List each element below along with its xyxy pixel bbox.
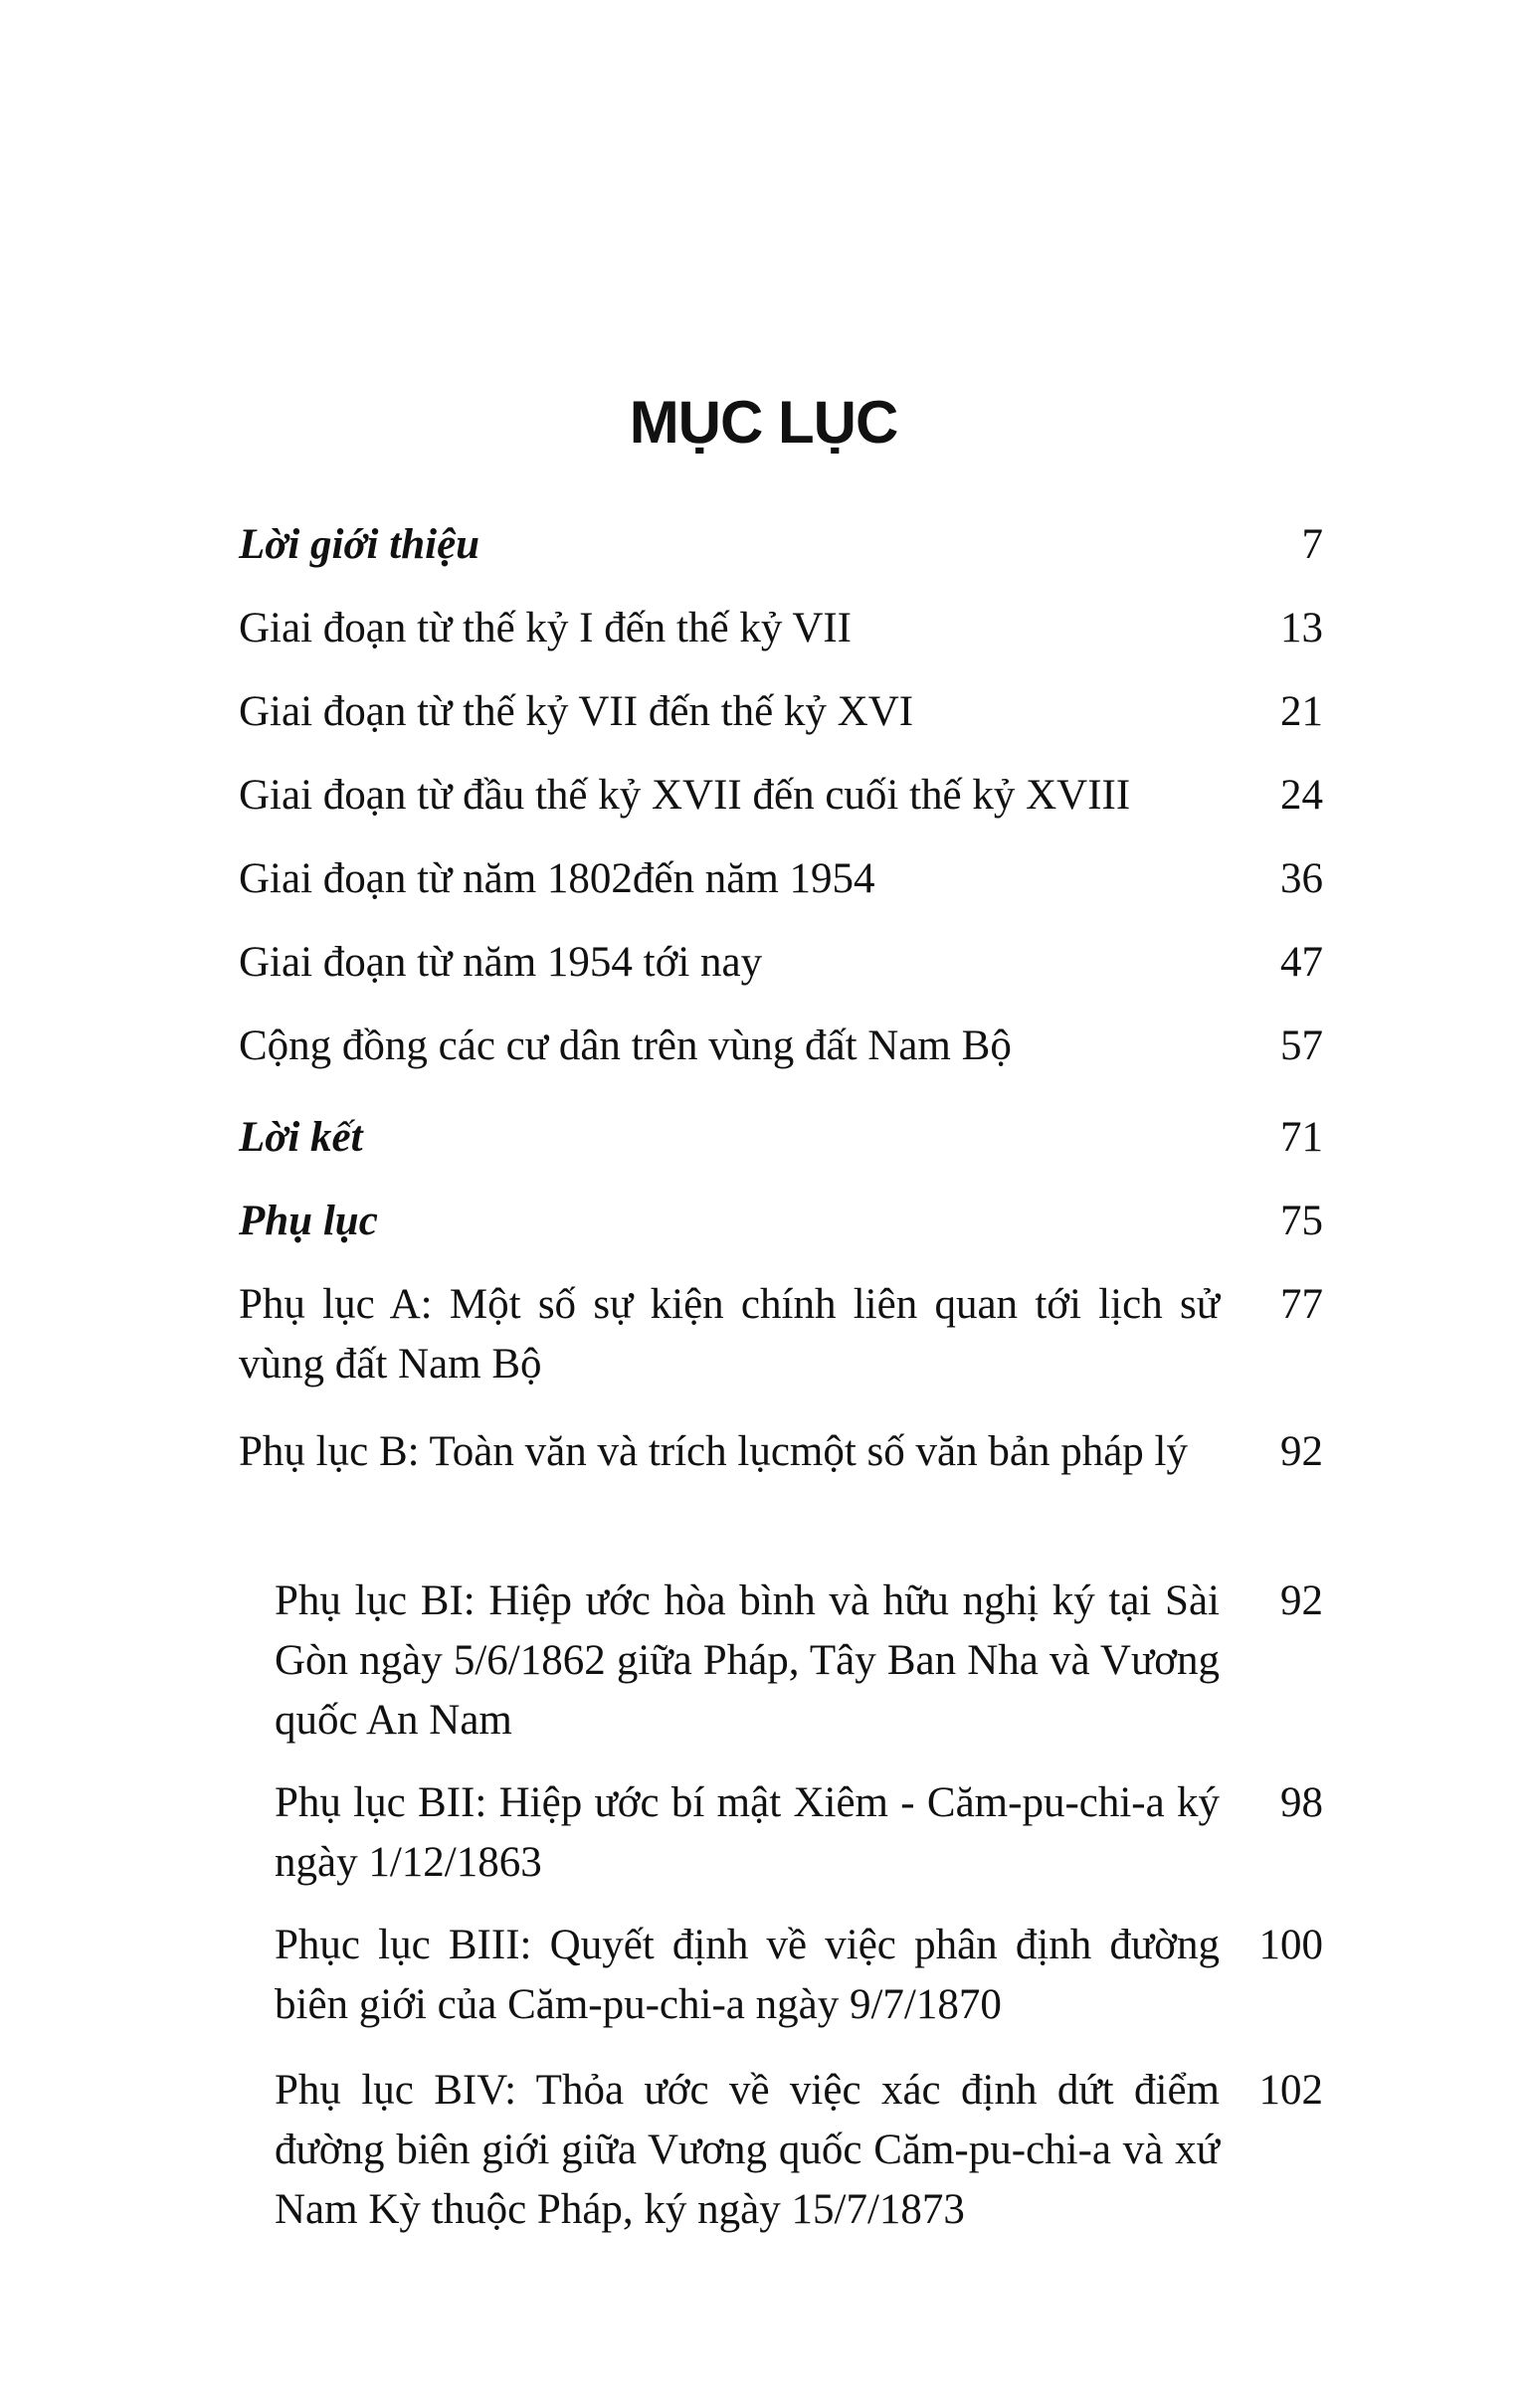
toc-entry-title: Lời giới thiệu bbox=[239, 521, 480, 568]
toc-entry-page: 92 bbox=[1280, 1577, 1323, 1624]
toc-entry-chapter-3 bbox=[239, 766, 1323, 826]
toc-entry-appendix-biii bbox=[275, 1916, 1323, 2035]
toc-entry-appendix-bi bbox=[275, 1572, 1323, 1751]
toc-entry-page: 13 bbox=[1280, 605, 1323, 651]
toc-entry-loi-gioi-thieu bbox=[239, 515, 1323, 575]
toc-entry-page: 75 bbox=[1280, 1198, 1323, 1244]
toc-entry-chapter-4 bbox=[239, 849, 1323, 909]
toc-entry-title: Phụ lục BII: Hiệp ước bí mật Xiêm - Căm-pu-chi-a ký ngày 1/12/1863 bbox=[275, 1779, 1220, 1886]
toc-entry-phu-luc bbox=[239, 1192, 1323, 1251]
toc-entry-page: 71 bbox=[1280, 1114, 1323, 1161]
toc-entry-chapter-5 bbox=[239, 933, 1323, 993]
toc-entry-page: 36 bbox=[1280, 855, 1323, 902]
toc-entry-title: Giai đoạn từ đầu thế kỷ XVII đến cuối thế kỷ XVIII bbox=[239, 772, 1131, 819]
toc-entry-title: Giai đoạn từ năm 1954 tới nay bbox=[239, 939, 763, 986]
toc-entry-page: 100 bbox=[1258, 1922, 1323, 1968]
toc-entry-appendix-a bbox=[239, 1275, 1323, 1394]
toc-entry-title: Phụ lục BIV: Thỏa ước về việc xác định dứt điểm đường biên giới giữa Vương quốc Căm-pu-chi-a và xứ Nam Kỳ thuộc Pháp, ký ngày 15/7/1873 bbox=[275, 2067, 1220, 2233]
toc-entry-appendix-biv bbox=[275, 2061, 1323, 2240]
toc-entry-page: 102 bbox=[1258, 2067, 1323, 2114]
toc-entry-page: 92 bbox=[1280, 1428, 1323, 1475]
toc-entry-page: 77 bbox=[1280, 1281, 1323, 1328]
toc-entry-title: Phụ lục B: Toàn văn và trích lụcmột số văn bản pháp lý bbox=[239, 1428, 1188, 1475]
toc-entry-page: 24 bbox=[1280, 772, 1323, 819]
toc-entry-chapter-2 bbox=[239, 682, 1323, 742]
toc-entry-title: Cộng đồng các cư dân trên vùng đất Nam Bộ bbox=[239, 1022, 1012, 1069]
toc-entry-page: 7 bbox=[1301, 521, 1323, 568]
toc-entry-page: 98 bbox=[1280, 1779, 1323, 1826]
toc-entry-loi-ket bbox=[239, 1108, 1323, 1168]
toc-entry-title: Giai đoạn từ thế kỷ I đến thế kỷ VII bbox=[239, 605, 853, 651]
toc-entry-page: 57 bbox=[1280, 1022, 1323, 1069]
toc-entry-chapter-1 bbox=[239, 599, 1323, 658]
toc-entry-appendix-bii bbox=[275, 1773, 1323, 1893]
toc-entry-page: 47 bbox=[1280, 939, 1323, 986]
toc-entry-title: Phụ lục BI: Hiệp ước hòa bình và hữu nghị ký tại Sài Gòn ngày 5/6/1862 giữa Pháp, Tây Ban Nha và Vương quốc An Nam bbox=[275, 1577, 1220, 1744]
toc-entry-title: Phụ lục bbox=[239, 1198, 378, 1244]
toc-entry-title: Giai đoạn từ năm 1802đến năm 1954 bbox=[239, 855, 875, 902]
page-title: MỤC LỤC bbox=[629, 389, 898, 456]
toc-entry-appendix-b bbox=[239, 1422, 1323, 1482]
toc-entry-title: Giai đoạn từ thế kỷ VII đến thế kỷ XVI bbox=[239, 688, 914, 735]
toc-entry-title: Phục lục BIII: Quyết định về việc phân định đường biên giới của Căm-pu-chi-a ngày 9/7/1870 bbox=[275, 1922, 1220, 2028]
toc-entry-chapter-6 bbox=[239, 1017, 1323, 1076]
toc-entry-title: Lời kết bbox=[239, 1114, 363, 1161]
toc-entry-title: Phụ lục A: Một số sự kiện chính liên quan tới lịch sử vùng đất Nam Bộ bbox=[239, 1281, 1220, 1388]
toc-entry-page: 21 bbox=[1280, 688, 1323, 735]
